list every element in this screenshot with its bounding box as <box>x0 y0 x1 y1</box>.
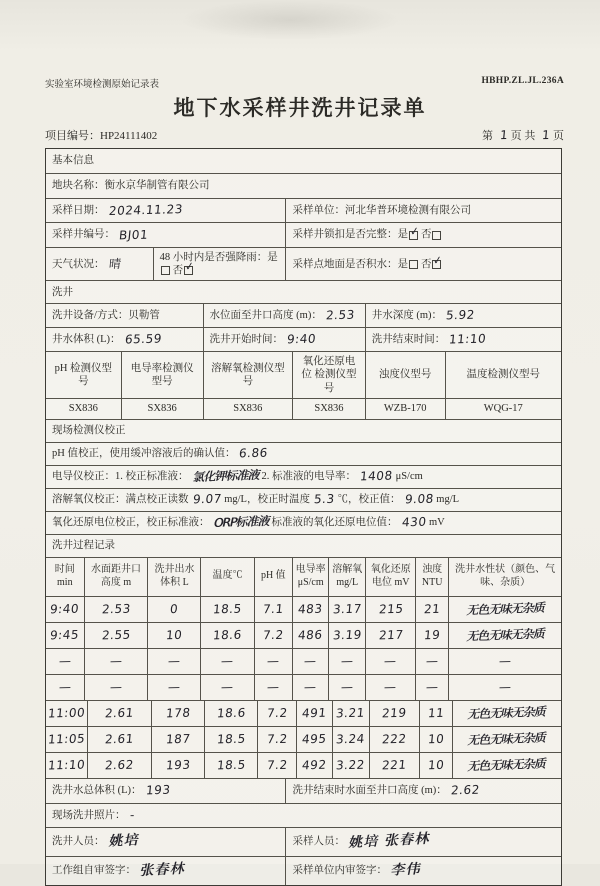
field-sample-date: 采样日期： 2024.11.23 <box>52 202 184 218</box>
table-cell: 2.53 <box>100 601 132 616</box>
section-well-washing: 洗井 <box>52 286 73 298</box>
weather-handwritten: 晴 <box>107 256 122 271</box>
table-cell: 3.19 <box>332 627 363 642</box>
table-cell: 3.21 <box>335 705 366 720</box>
instrument-header-temp: 温度检测仪型号 <box>445 352 561 397</box>
table-cell: — <box>220 653 235 668</box>
rain-no-checkbox <box>184 259 196 275</box>
table-cell: 2.62 <box>104 757 135 772</box>
table-cell: — <box>266 679 281 694</box>
table-cell: 483 <box>297 601 324 616</box>
instrument-header-orp: 氧化还原电位 检测仪型号 <box>292 352 365 397</box>
table-cell: — <box>167 679 182 694</box>
table-cell: 7.2 <box>265 757 288 772</box>
table-cell: 10 <box>165 627 184 642</box>
table-cell: 7.2 <box>265 731 288 746</box>
table-cell: 11:00 <box>47 705 86 721</box>
well-number-handwritten: BJ01 <box>118 227 149 242</box>
table-cell: — <box>498 679 513 694</box>
field-total-volume: 洗井水总体积 (L)： 193 <box>52 782 171 798</box>
table-cell: 3.22 <box>335 757 366 772</box>
total-volume-handwritten: 193 <box>144 782 171 798</box>
table-row <box>46 674 561 700</box>
table-cell: 21 <box>423 601 442 616</box>
table-row <box>46 622 561 648</box>
instrument-model: WQG-17 <box>445 399 561 419</box>
project-number: 项目编号：HP24111402 <box>45 130 158 142</box>
table-cell: — <box>383 653 398 668</box>
field-end-water-level: 洗井结束时水面至井口高度 (m)： 2.62 <box>285 779 561 803</box>
table-cell: 0 <box>169 601 180 616</box>
col-header-ec: 电导率 μS/cm <box>292 558 328 596</box>
table-cell: — <box>498 653 513 668</box>
table-cell: 9:45 <box>49 627 81 643</box>
field-do-calibration: 溶解氧仪校正：满点校正读数 9.07 mg/L，校正时温度 5.3 ℃，校正值： 9.08 mg/L <box>52 491 460 507</box>
table-cell: 193 <box>165 757 191 772</box>
instrument-header-ec: 电导率检测仪型号 <box>121 352 203 397</box>
table-cell: — <box>340 679 355 694</box>
self-review-signature: 张春林 <box>138 860 187 880</box>
orp-standard-handwritten: ORP标准液 <box>211 514 271 531</box>
table-cell: 495 <box>301 731 328 746</box>
field-wash-device: 洗井设备/方式： 贝勒管 <box>52 310 160 322</box>
table-cell: — <box>109 679 124 694</box>
table-cell: 11 <box>426 705 445 720</box>
table-row <box>46 726 561 752</box>
field-sampler-personnel: 采样人员： 姚培 张春林 <box>285 828 561 856</box>
field-well-volume: 井水体积 (L)： 65.59 <box>52 331 163 347</box>
end-time-handwritten: 11:10 <box>448 331 488 347</box>
ec-value-handwritten: 1408 <box>359 468 394 484</box>
field-ec-calibration: 电导仪校正：1. 校正标准液： 氯化钾标准液 2. 标准液的电导率： 1408 μS/cm <box>52 467 423 485</box>
lock-yes-checkbox <box>409 223 421 240</box>
field-washer-personnel: 洗井人员： 姚培 <box>52 832 141 850</box>
instrument-header-turbidity: 浊度仪型号 <box>365 352 445 397</box>
table-cell: 7.2 <box>262 627 285 642</box>
orp-value-handwritten: 430 <box>400 514 427 530</box>
internal-review-signature: 李伟 <box>389 861 423 879</box>
field-site-name: 地块名称： 衡水京华制管有限公司 <box>52 180 210 192</box>
table-cell: — <box>425 653 440 668</box>
table-cell: — <box>303 679 318 694</box>
table-row <box>46 596 561 622</box>
col-header-outflow: 洗井出水 体积 L <box>147 558 200 596</box>
field-sampling-org: 采样单位： 河北华普环境检测有限公司 <box>285 199 561 222</box>
col-header-water-level: 水面距井口 高度 m <box>84 558 148 596</box>
section-basic-info: 基本信息 <box>52 155 94 167</box>
table-cell: 无色无味无杂质 <box>464 600 546 617</box>
col-header-appearance: 洗井水性状（颜色、气味、杂质） <box>448 558 561 596</box>
instrument-model: SX836 <box>203 399 293 419</box>
table-cell: 19 <box>423 627 442 642</box>
sampler-signature: 姚培 张春林 <box>347 830 432 851</box>
field-wash-end-time: 洗井结束时间： 11:10 <box>365 328 561 351</box>
table-cell: 3.24 <box>335 731 366 746</box>
col-header-temp: 温度℃ <box>200 558 253 596</box>
instrument-model: SX836 <box>68 403 98 415</box>
sub-header <box>45 127 564 143</box>
instrument-header-ph: pH 检测仪型号 <box>54 362 113 387</box>
table-cell: — <box>425 679 440 694</box>
record-form-table <box>45 148 562 886</box>
table-cell: 18.5 <box>215 757 247 772</box>
table-cell: 7.1 <box>262 601 285 616</box>
table-cell: — <box>220 679 235 694</box>
table-cell: 486 <box>297 627 324 642</box>
table-cell: — <box>303 653 318 668</box>
table-cell: — <box>57 679 72 694</box>
col-header-turbidity: 浊度 NTU <box>415 558 448 596</box>
table-row <box>46 752 561 778</box>
table-cell: 7.2 <box>265 705 288 720</box>
ph-value-handwritten: 6.86 <box>238 445 269 461</box>
table-cell: — <box>57 653 72 668</box>
table-cell: 9:40 <box>49 601 81 617</box>
field-water-level-height: 水位面至井口高度 (m)： 2.53 <box>203 304 365 327</box>
table-cell: 3.17 <box>332 601 363 616</box>
field-well-lock: 采样井锁扣是否完整： 是 ✓ 否 <box>285 223 561 247</box>
field-weather: 天气状况： 晴 <box>52 256 122 271</box>
table-cell: 18.6 <box>215 705 247 720</box>
field-ph-calibration: pH 值校正，使用缓冲溶液后的确认值： 6.86 <box>52 445 269 461</box>
table-cell: 178 <box>165 705 191 720</box>
table-cell: 无色无味无杂质 <box>466 756 548 773</box>
field-internal-review-signature: 采样单位内审签字： 李伟 <box>285 857 561 885</box>
table-cell: — <box>266 653 281 668</box>
do-reading-handwritten: 9.07 <box>191 491 222 507</box>
instrument-model: WZB-170 <box>365 399 445 419</box>
table-cell: 491 <box>301 705 328 720</box>
field-wash-start-time: 洗井开始时间： 9:40 <box>203 328 365 351</box>
washer-signature: 姚培 <box>106 832 141 850</box>
table-cell: — <box>383 679 398 694</box>
table-cell: 2.61 <box>104 705 135 720</box>
start-time-handwritten: 9:40 <box>286 331 317 347</box>
col-header-ph: pH 值 <box>254 558 293 596</box>
do-value-handwritten: 9.08 <box>403 491 435 507</box>
check-mark-icon: ✓ <box>409 223 421 239</box>
field-self-review-signature: 工作组自审签字： 张春林 <box>52 860 187 880</box>
scan-smudge <box>180 0 400 40</box>
section-calibration: 现场检测仪校正 <box>52 425 126 437</box>
field-ground-ponding: 采样点地面是否积水： 是 否 ✓ <box>285 248 561 280</box>
table-cell: 11:05 <box>47 731 86 747</box>
col-header-time: 时间 min <box>54 564 75 588</box>
instrument-model: SX836 <box>292 399 365 419</box>
table-cell: — <box>167 653 182 668</box>
table-cell: 187 <box>165 731 191 746</box>
table-cell: 10 <box>426 731 445 746</box>
table-cell: 222 <box>381 731 408 746</box>
document-header <box>45 76 564 90</box>
instrument-header-do: 溶解氧检测仪型号 <box>203 352 293 397</box>
ec-standard-handwritten: 氯化钾标准液 <box>190 467 261 485</box>
table-cell: 18.6 <box>212 627 243 642</box>
instrument-model: SX836 <box>121 399 203 419</box>
table-row <box>46 648 561 674</box>
table-cell: 无色无味无杂质 <box>464 626 546 643</box>
table-cell: 492 <box>301 757 328 772</box>
page-total-handwritten: 1 <box>541 127 551 143</box>
ponding-no-checkbox <box>432 253 444 269</box>
table-cell: 217 <box>377 627 404 642</box>
table-cell: 18.5 <box>215 731 247 746</box>
table-cell: 2.61 <box>104 731 135 746</box>
do-temp-handwritten: 5.3 <box>313 491 336 507</box>
sample-date-handwritten: 2024.11.23 <box>107 202 184 218</box>
doc-type-label: 实验室环境检测原始记录表 <box>45 80 160 90</box>
table-cell: 221 <box>381 757 408 772</box>
ponding-yes-checkbox <box>409 260 418 269</box>
field-well-number: 采样井编号： BJ01 <box>52 227 149 242</box>
field-orp-calibration: 氧化还原电位校正，校正标准液： ORP标准液 标准液的氧化还原电位值： 430 mV <box>52 514 445 531</box>
rain-yes-checkbox <box>161 266 170 275</box>
table-cell: 219 <box>381 705 408 720</box>
lock-no-checkbox <box>432 231 441 240</box>
section-process-record: 洗井过程记录 <box>52 540 115 552</box>
table-cell: 215 <box>377 601 404 616</box>
table-row <box>46 700 561 726</box>
well-volume-handwritten: 65.59 <box>123 331 163 347</box>
col-header-orp: 氧化还原 电位 mV <box>365 558 415 596</box>
table-cell: 11:10 <box>47 757 86 773</box>
end-level-handwritten: 2.62 <box>450 782 481 798</box>
col-header-do: 溶解氧 mg/L <box>328 558 365 596</box>
water-level-handwritten: 2.53 <box>325 307 356 323</box>
table-cell: 无色无味无杂质 <box>466 730 548 747</box>
table-cell: 无色无味无杂质 <box>466 704 548 721</box>
field-heavy-rain: 48 小时内是否强降雨： 是 否 ✓ <box>153 248 286 280</box>
check-mark-icon: ✓ <box>184 259 196 274</box>
field-well-depth: 井水深度 (m)： 5.92 <box>365 304 561 327</box>
table-cell: 18.5 <box>212 601 243 616</box>
page-current-handwritten: 1 <box>499 127 509 143</box>
page-indicator: 第 1 页 共 1 页 <box>481 127 564 143</box>
table-cell: — <box>340 653 355 668</box>
photo-handwritten: - <box>128 807 136 822</box>
table-cell: 10 <box>426 757 445 772</box>
table-cell: 2.55 <box>100 627 132 642</box>
table-cell: — <box>109 653 124 668</box>
doc-code: HBHP.ZL.JL.236A <box>481 76 564 86</box>
well-depth-handwritten: 5.92 <box>445 307 476 323</box>
check-mark-icon: ✓ <box>432 253 444 268</box>
form-title: 地下水采样井洗井记录单 <box>173 96 427 120</box>
field-site-photos: 现场洗井照片： - <box>52 807 136 822</box>
